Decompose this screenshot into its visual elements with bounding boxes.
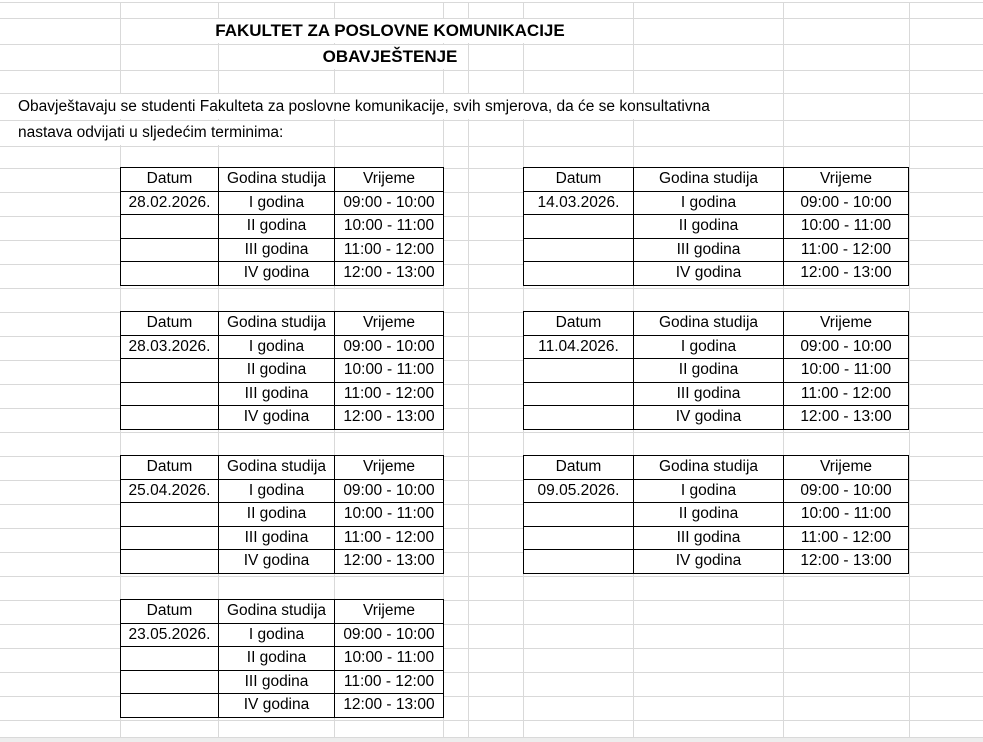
date-cell[interactable] (524, 550, 634, 574)
date-cell[interactable] (121, 526, 219, 550)
year-cell[interactable]: III godina (219, 526, 335, 550)
year-cell[interactable]: III godina (219, 670, 335, 694)
time-cell[interactable]: 12:00 - 13:00 (784, 262, 909, 286)
column-header[interactable]: Datum (524, 312, 634, 336)
date-cell[interactable]: 28.03.2026. (121, 335, 219, 359)
column-header[interactable]: Godina studija (219, 600, 335, 624)
time-cell[interactable]: 12:00 - 13:00 (335, 262, 444, 286)
column-header[interactable]: Vrijeme (335, 312, 444, 336)
time-cell[interactable]: 10:00 - 11:00 (784, 503, 909, 527)
date-cell[interactable] (524, 359, 634, 383)
year-cell[interactable]: II godina (634, 359, 784, 383)
time-cell[interactable]: 09:00 - 10:00 (335, 335, 444, 359)
column-header[interactable]: Vrijeme (335, 168, 444, 192)
column-header[interactable]: Datum (121, 312, 219, 336)
date-cell[interactable] (121, 238, 219, 262)
year-cell[interactable]: II godina (219, 647, 335, 671)
year-cell[interactable]: I godina (219, 191, 335, 215)
announcement-heading: OBAVJEŠTENJE (322, 47, 458, 66)
time-cell[interactable]: 09:00 - 10:00 (335, 479, 444, 503)
date-cell[interactable] (121, 382, 219, 406)
time-cell[interactable]: 12:00 - 13:00 (335, 406, 444, 430)
time-cell[interactable]: 09:00 - 10:00 (335, 191, 444, 215)
date-cell[interactable] (121, 503, 219, 527)
sheet-bottom-edge (0, 738, 983, 742)
column-header[interactable]: Vrijeme (335, 456, 444, 480)
date-cell[interactable] (121, 670, 219, 694)
gridline-horizontal (0, 288, 983, 289)
gridline-horizontal (0, 70, 983, 71)
date-cell[interactable] (524, 215, 634, 239)
date-cell[interactable]: 11.04.2026. (524, 335, 634, 359)
time-cell[interactable]: 11:00 - 12:00 (335, 670, 444, 694)
year-cell[interactable]: III godina (634, 238, 784, 262)
gridline-horizontal (0, 2, 983, 3)
date-cell[interactable]: 28.02.2026. (121, 191, 219, 215)
column-header[interactable]: Godina studija (634, 168, 784, 192)
time-cell[interactable]: 11:00 - 12:00 (335, 526, 444, 550)
year-cell[interactable]: II godina (219, 503, 335, 527)
year-cell[interactable]: I godina (634, 479, 784, 503)
date-cell[interactable] (524, 382, 634, 406)
column-header[interactable]: Datum (524, 168, 634, 192)
date-cell[interactable] (121, 550, 219, 574)
time-cell[interactable]: 11:00 - 12:00 (784, 382, 909, 406)
column-header[interactable]: Datum (121, 168, 219, 192)
year-cell[interactable]: IV godina (634, 262, 784, 286)
gridline-horizontal (0, 576, 983, 577)
time-cell[interactable]: 11:00 - 12:00 (784, 526, 909, 550)
time-cell[interactable]: 09:00 - 10:00 (784, 479, 909, 503)
page-title: FAKULTET ZA POSLOVNE KOMUNIKACIJE (215, 21, 565, 40)
schedule-table-6 (523, 455, 909, 574)
year-cell[interactable]: III godina (219, 382, 335, 406)
year-cell[interactable]: II godina (219, 215, 335, 239)
time-cell[interactable]: 11:00 - 12:00 (335, 238, 444, 262)
time-cell[interactable]: 10:00 - 11:00 (335, 503, 444, 527)
time-cell[interactable]: 10:00 - 11:00 (335, 215, 444, 239)
date-cell[interactable] (121, 694, 219, 718)
date-cell[interactable] (121, 406, 219, 430)
year-cell[interactable]: I godina (219, 623, 335, 647)
intro-paragraph (18, 93, 710, 146)
year-cell[interactable]: IV godina (634, 406, 784, 430)
gridline-horizontal (0, 432, 983, 433)
date-cell[interactable] (121, 215, 219, 239)
time-cell[interactable]: 11:00 - 12:00 (784, 238, 909, 262)
column-header[interactable]: Datum (121, 456, 219, 480)
schedule-table-4 (523, 311, 909, 430)
gridline-horizontal (0, 146, 983, 147)
schedule-table-2 (523, 167, 909, 286)
column-header[interactable]: Godina studija (219, 456, 335, 480)
gridline-horizontal (0, 737, 983, 738)
date-cell[interactable] (121, 359, 219, 383)
title-block (120, 18, 660, 70)
intro-line-2: nastava odvijati u sljedećim terminima: (18, 124, 284, 141)
date-cell[interactable] (524, 262, 634, 286)
date-cell[interactable]: 23.05.2026. (121, 623, 219, 647)
time-cell[interactable]: 09:00 - 10:00 (335, 623, 444, 647)
schedule-table-1 (120, 167, 444, 286)
year-cell[interactable]: II godina (219, 359, 335, 383)
time-cell[interactable]: 12:00 - 13:00 (335, 550, 444, 574)
column-header[interactable]: Vrijeme (784, 312, 909, 336)
time-cell[interactable]: 09:00 - 10:00 (784, 191, 909, 215)
year-cell[interactable]: II godina (634, 503, 784, 527)
date-cell[interactable]: 25.04.2026. (121, 479, 219, 503)
year-cell[interactable]: IV godina (634, 550, 784, 574)
date-cell[interactable]: 09.05.2026. (524, 479, 634, 503)
column-header[interactable]: Vrijeme (784, 456, 909, 480)
column-header[interactable]: Datum (121, 600, 219, 624)
year-cell[interactable]: IV godina (219, 406, 335, 430)
time-cell[interactable]: 10:00 - 11:00 (784, 215, 909, 239)
year-cell[interactable]: II godina (634, 215, 784, 239)
year-cell[interactable]: III godina (634, 382, 784, 406)
schedule-table-5 (120, 455, 444, 574)
date-cell[interactable] (121, 262, 219, 286)
date-cell[interactable] (524, 526, 634, 550)
time-cell[interactable]: 10:00 - 11:00 (335, 359, 444, 383)
year-cell[interactable]: III godina (634, 526, 784, 550)
column-header[interactable]: Godina studija (219, 168, 335, 192)
year-cell[interactable]: I godina (219, 479, 335, 503)
date-cell[interactable]: 14.03.2026. (524, 191, 634, 215)
year-cell[interactable]: IV godina (219, 694, 335, 718)
time-cell[interactable]: 12:00 - 13:00 (784, 406, 909, 430)
time-cell[interactable]: 10:00 - 11:00 (784, 359, 909, 383)
time-cell[interactable]: 12:00 - 13:00 (335, 694, 444, 718)
gridline-vertical (909, 2, 910, 737)
year-cell[interactable]: IV godina (219, 550, 335, 574)
year-cell[interactable]: I godina (634, 335, 784, 359)
column-header[interactable]: Godina studija (634, 312, 784, 336)
time-cell[interactable]: 12:00 - 13:00 (784, 550, 909, 574)
column-header[interactable]: Datum (524, 456, 634, 480)
date-cell[interactable] (524, 503, 634, 527)
column-header[interactable]: Vrijeme (335, 600, 444, 624)
year-cell[interactable]: III godina (219, 238, 335, 262)
time-cell[interactable]: 10:00 - 11:00 (335, 647, 444, 671)
year-cell[interactable]: IV godina (219, 262, 335, 286)
time-cell[interactable]: 09:00 - 10:00 (784, 335, 909, 359)
schedule-table-7 (120, 599, 444, 718)
year-cell[interactable]: I godina (219, 335, 335, 359)
date-cell[interactable] (524, 238, 634, 262)
gridline-horizontal (0, 720, 983, 721)
year-cell[interactable]: I godina (634, 191, 784, 215)
schedule-table-3 (120, 311, 444, 430)
date-cell[interactable] (524, 406, 634, 430)
column-header[interactable]: Godina studija (219, 312, 335, 336)
column-header[interactable]: Vrijeme (784, 168, 909, 192)
column-header[interactable]: Godina studija (634, 456, 784, 480)
time-cell[interactable]: 11:00 - 12:00 (335, 382, 444, 406)
intro-line-1: Obavještavaju se studenti Fakulteta za poslovne komunikacije, svih smjerova, da će se konsultativna (18, 98, 710, 115)
date-cell[interactable] (121, 647, 219, 671)
